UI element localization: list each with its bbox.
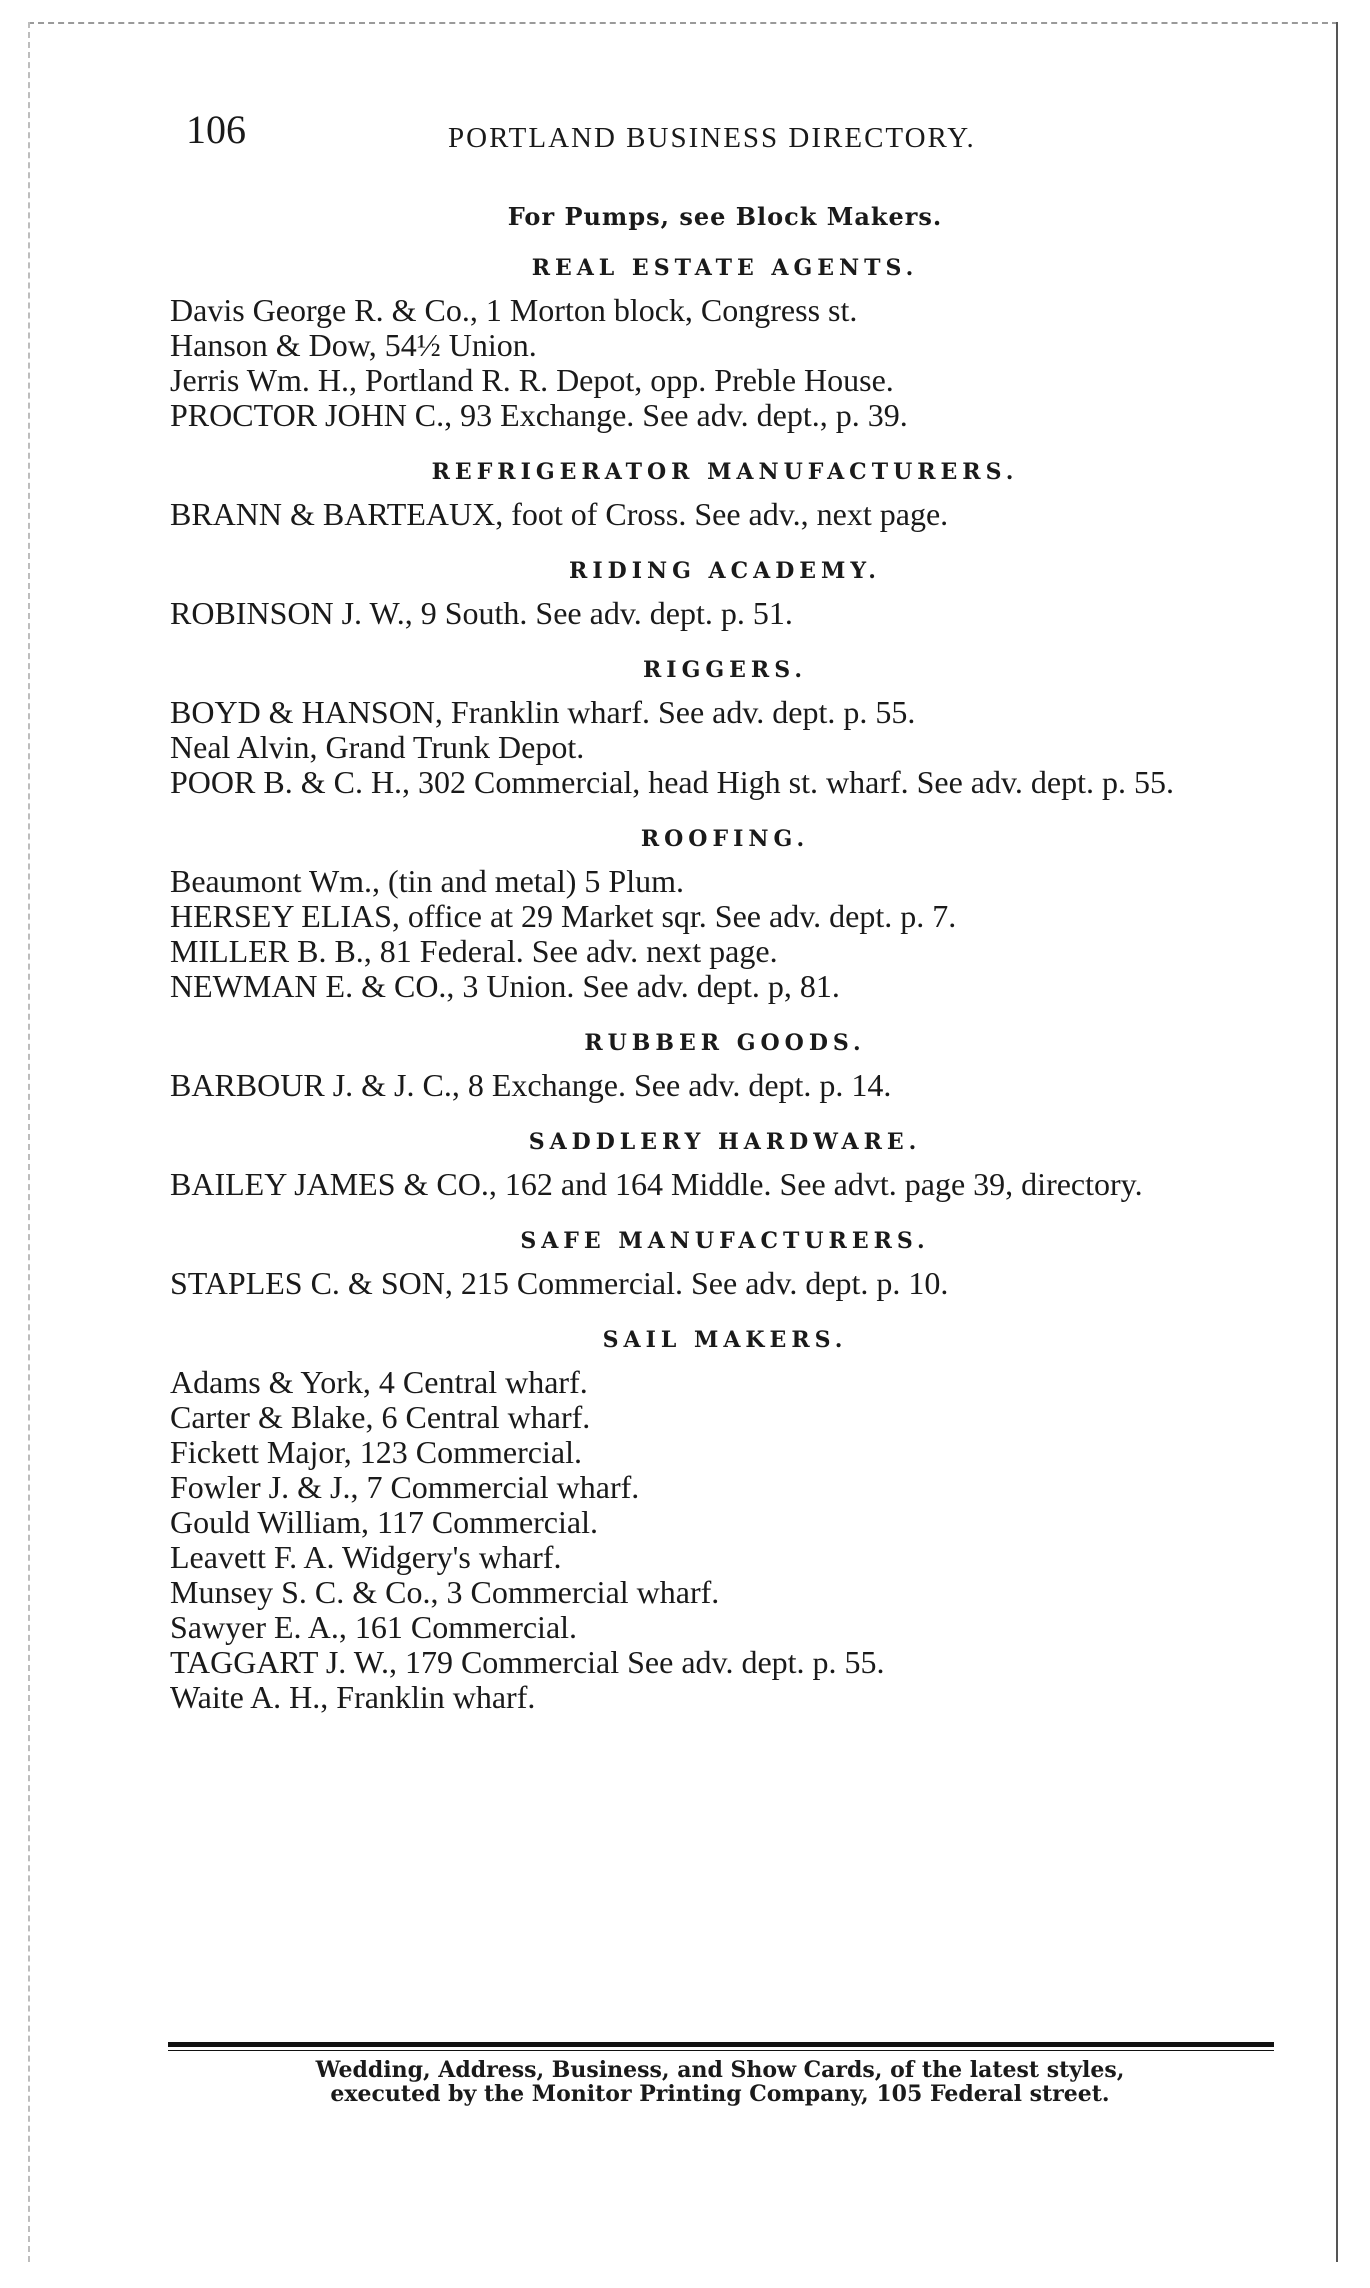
section-entries (170, 1266, 1280, 1301)
directory-entry: Leavett F. A. Widgery's wharf. (170, 1539, 562, 1575)
directory-entry: Neal Alvin, Grand Trunk Depot. (170, 729, 585, 765)
page-border-left (28, 22, 30, 2262)
section-heading: SADDLERY HARDWARE. (528, 1129, 922, 1155)
directory-entry: Carter & Blake, 6 Central wharf. (170, 1399, 591, 1435)
directory-entry: POOR B. & C. H., 302 Commercial, head High st. wharf. See adv. dept. p. 55. (170, 764, 1175, 800)
directory-section (170, 558, 1280, 631)
directory-content (170, 190, 1280, 1741)
directory-entry: Munsey S. C. & Co., 3 Commercial wharf. (170, 1574, 720, 1610)
page-number: 106 (186, 107, 246, 152)
directory-section (170, 657, 1280, 800)
directory-section (170, 1228, 1280, 1301)
directory-entry: STAPLES C. & SON, 215 Commercial. See adv. dept. p. 10. (170, 1265, 949, 1301)
directory-entry: BARBOUR J. & J. C., 8 Exchange. See adv. dept. p. 14. (170, 1067, 892, 1103)
directory-entry: Waite A. H., Franklin wharf. (170, 1679, 536, 1715)
directory-section (170, 459, 1280, 532)
section-heading: REFRIGERATOR MANUFACTURERS. (431, 459, 1019, 485)
sections-list (170, 255, 1280, 1715)
directory-entry: Sawyer E. A., 161 Commercial. (170, 1609, 578, 1645)
directory-entry: Hanson & Dow, 54½ Union. (170, 327, 537, 363)
section-heading: SAFE MANUFACTURERS. (520, 1228, 930, 1254)
section-entries (170, 596, 1280, 631)
section-heading: RUBBER GOODS. (584, 1030, 866, 1056)
directory-entry: Davis George R. & Co., 1 Morton block, Congress st. (170, 292, 858, 328)
section-heading: RIDING ACADEMY. (569, 558, 881, 584)
directory-entry: Adams & York, 4 Central wharf. (170, 1364, 588, 1400)
directory-entry: Beaumont Wm., (tin and metal) 5 Plum. (170, 863, 684, 899)
cross-reference: For Pumps, see Block Makers. (507, 202, 943, 231)
footer-rule (168, 2042, 1274, 2047)
section-heading: ROOFING. (640, 826, 810, 852)
directory-section (170, 1030, 1280, 1103)
section-heading: REAL ESTATE AGENTS. (531, 255, 919, 281)
footer-ad-line-1: Wedding, Address, Business, and Show Cards, of the latest styles, (315, 2057, 1125, 2083)
section-entries (170, 1365, 1280, 1715)
directory-entry: PROCTOR JOHN C., 93 Exchange. See adv. dept., p. 39. (170, 397, 908, 433)
page-border-right (1336, 22, 1338, 2262)
footer-advertisement (160, 2058, 1280, 2106)
directory-entry: Fowler J. & J., 7 Commercial wharf. (170, 1469, 640, 1505)
page-border-top (28, 22, 1338, 24)
directory-entry: Jerris Wm. H., Portland R. R. Depot, opp. Preble House. (170, 362, 894, 398)
running-head: PORTLAND BUSINESS DIRECTORY. (448, 122, 976, 154)
directory-entry: NEWMAN E. & CO., 3 Union. See adv. dept. p, 81. (170, 968, 840, 1004)
directory-entry: Fickett Major, 123 Commercial. (170, 1434, 582, 1470)
footer-ad-line-2: executed by the Monitor Printing Company, 105 Federal street. (330, 2081, 1110, 2107)
section-entries (170, 293, 1280, 433)
directory-entry: MILLER B. B., 81 Federal. See adv. next page. (170, 933, 778, 969)
directory-entry: BOYD & HANSON, Franklin wharf. See adv. dept. p. 55. (170, 694, 916, 730)
section-entries (170, 864, 1280, 1004)
footer-rule-thin (168, 2050, 1274, 2051)
section-heading: RIGGERS. (643, 657, 807, 683)
section-entries (170, 1167, 1280, 1202)
directory-section (170, 1129, 1280, 1202)
section-heading: SAIL MAKERS. (602, 1327, 848, 1353)
directory-entry: BAILEY JAMES & CO., 162 and 164 Middle. See advt. page 39, directory. (170, 1166, 1143, 1202)
directory-entry: HERSEY ELIAS, office at 29 Market sqr. See adv. dept. p. 7. (170, 898, 957, 934)
section-entries (170, 497, 1280, 532)
directory-entry: Gould William, 117 Commercial. (170, 1504, 598, 1540)
section-entries (170, 695, 1280, 800)
directory-section (170, 1327, 1280, 1715)
directory-entry: BRANN & BARTEAUX, foot of Cross. See adv., next page. (170, 496, 949, 532)
directory-entry: ROBINSON J. W., 9 South. See adv. dept. p. 51. (170, 595, 793, 631)
directory-entry: TAGGART J. W., 179 Commercial See adv. dept. p. 55. (170, 1644, 885, 1680)
directory-section (170, 255, 1280, 433)
directory-section (170, 826, 1280, 1004)
section-entries (170, 1068, 1280, 1103)
